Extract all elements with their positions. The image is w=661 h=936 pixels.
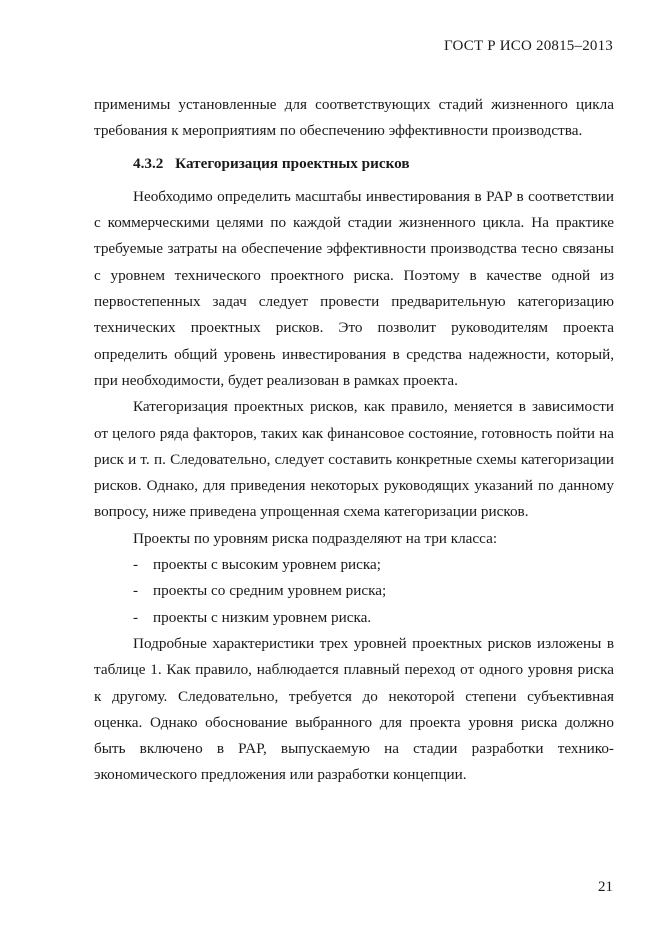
page-body (94, 92, 614, 789)
list-item (94, 578, 614, 604)
section-number: 4.3.2 (133, 154, 164, 172)
list-bullet: - (133, 582, 139, 600)
paragraph-2: Категоризация проектных рисков, как правило, меняется в зависимости от целого ряда факторов, таких как финансовое состояние, готовность пойти на риск и т. п. Следовательно, следует составить конкретные схемы категоризации рисков. Однако, для приведения некоторых руководящих указаний по данному вопросу, ниже приведена упрощенная схема категоризации рисков. (94, 398, 614, 521)
list-item (94, 605, 614, 631)
section-title: Категоризация проектных рисков (175, 154, 410, 172)
list-bullet: - (133, 608, 139, 626)
paragraph-1: Необходимо определить масштабы инвестирования в PAP в соответствии с коммерческими целями по каждой стадии жизненного цикла. На практике требуемые затраты на обеспечение эффективности производства тесно связаны с уровнем технического проектного риска. Поэтому в качестве одной из первостепенных задач следует провести предварительную категоризацию технических проектных рисков. Это позволит руководителям проекта определить общий уровень инвестирования в средства надежности, который, при необходимости, будет реализован в рамках проекта. (94, 187, 614, 389)
page-number: 21 (598, 879, 613, 895)
list-item (94, 552, 614, 578)
list-item-text: проекты с низким уровнем риска. (153, 608, 372, 626)
list-item-text: проекты с высоким уровнем риска; (153, 556, 382, 574)
list-bullet: - (133, 556, 139, 574)
paragraph-3: Проекты по уровням риска подразделяют на три класса: (133, 529, 498, 547)
intro-paragraph: применимы установленные для соответствующих стадий жизненного цикла требования к мероприятиям по обеспечению эффективности производства. (94, 96, 614, 140)
closing-paragraph: Подробные характеристики трех уровней проектных рисков изложены в таблице 1. Как правило, наблюдается плавный переход от одного уровня риска к другому. Следовательно, требуется до некоторой степени субъективная оценка. Однако обоснование выбранного для проекта уровня риска должно быть включено в PAP, выпускаемую на стадии разработки технико-экономического предложения или разработки концепции. (94, 634, 614, 784)
section-heading (94, 145, 614, 184)
document-header: ГОСТ Р ИСО 20815–2013 (444, 38, 613, 54)
list-item-text: проекты со средним уровнем риска; (153, 582, 387, 600)
